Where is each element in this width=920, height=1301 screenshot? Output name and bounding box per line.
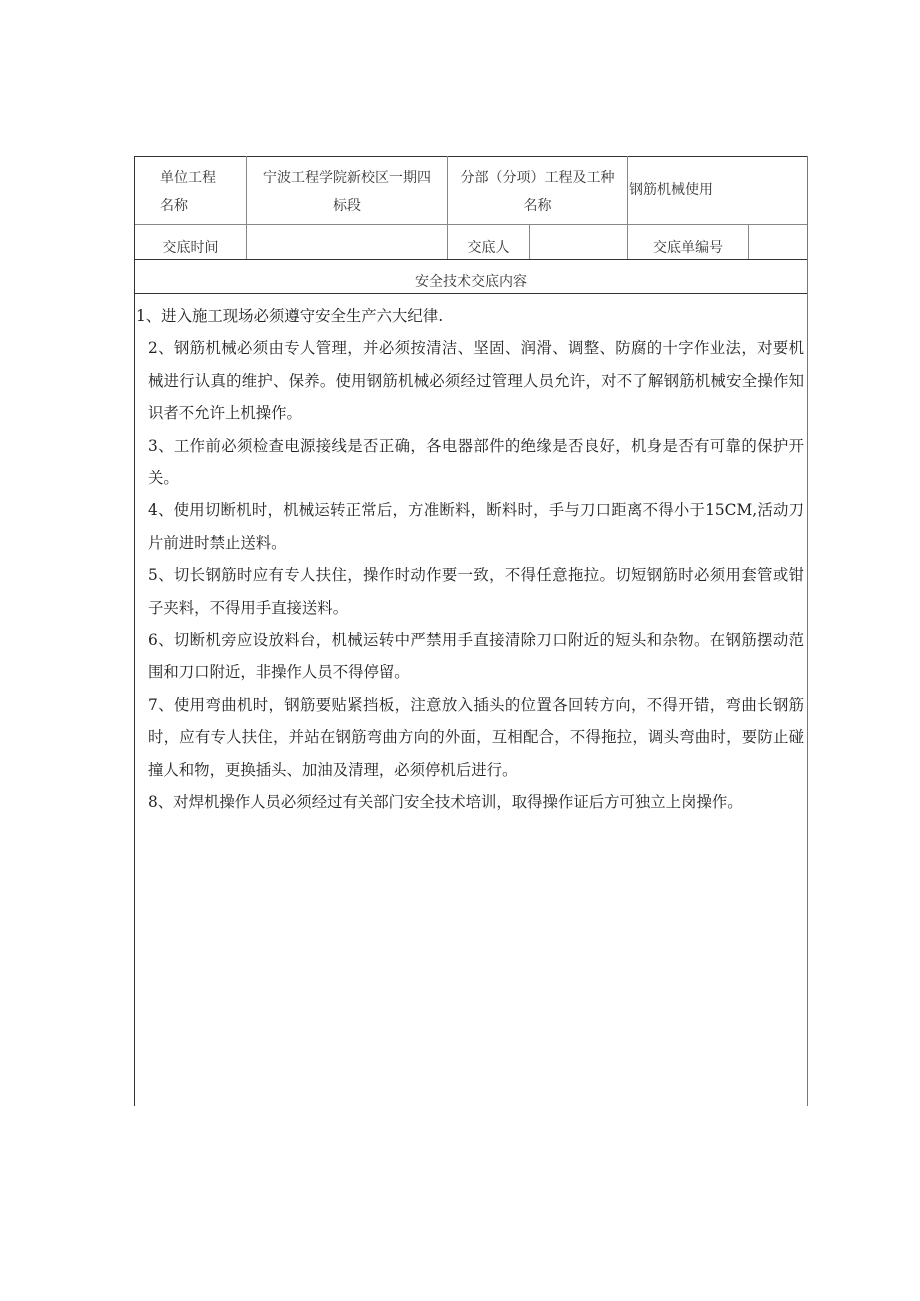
briefing-item-1: 1、进入施工现场必须遵守安全生产六大纪律. [136, 307, 444, 325]
briefing-item-8: 8、对焊机操作人员必须经过有关部门安全技术培训，取得操作证后方可独立上岗操作。 [148, 793, 743, 812]
sub-project-label [448, 164, 627, 220]
unit-project-value-line2: 标段 [333, 198, 361, 214]
unit-project-label [160, 164, 246, 220]
briefing-item-5: 5、切长钢筋时应有专人扶住，操作时动作要一致，不得任意拖拉。切短钢筋时必须用套管或钳子夹料，不得用手直接送料。 [148, 566, 804, 617]
col-divider-row2-a [529, 224, 530, 259]
table-border-right [807, 156, 808, 1106]
unit-project-label-line1: 单位工程 [160, 170, 216, 186]
briefing-time-label: 交底时间 [162, 240, 219, 256]
briefing-item-6: 6、切断机旁应设放料台，机械运转中严禁用手直接清除刀口附近的短头和杂物。在钢筋摆动范围和刀口附近，非操作人员不得停留。 [148, 631, 804, 682]
sub-project-label-line1: 分部（分项）工程及工种 [460, 170, 615, 186]
section-title: 安全技术交底内容 [415, 274, 527, 290]
table-border-left [134, 156, 135, 1106]
unit-project-value-line1: 宁波工程学院新校区一期四 [263, 170, 431, 186]
unit-project-value [247, 164, 447, 220]
row-divider-1 [134, 224, 808, 225]
sub-project-value: 钢筋机械使用 [629, 182, 713, 198]
briefing-item-7: 7、使用弯曲机时，钢筋要贴紧挡板，注意放入插头的位置各回转方向，不得开错，弯曲长钢筋时，应有专人扶住，并站在钢筋弯曲方向的外面，互相配合，不得拖拉，调头弯曲时，要防止碰撞人和物，更换插头、加油及清理，必须停机后进行。 [148, 695, 804, 779]
briefing-item-3: 3、工作前必须检查电源接线是否正确，各电器部件的绝缘是否良好，机身是否有可靠的保护开关。 [148, 436, 804, 488]
briefing-item-4: 4、使用切断机时，机械运转正常后，方准断料，断料时，手与刀口距离不得小于15CM,活动刀片前进时禁止送料。 [148, 501, 804, 552]
briefing-content [136, 300, 804, 819]
briefing-item-2: 2、钢筋机械必须由专人管理，并必须按清洁、坚固、润滑、调整、防腐的十字作业法，对要机械进行认真的维护、保养。使用钢筋机械必须经过管理人员允许，对不了解钢筋机械安全操作知识者不允许上机操作。 [148, 339, 804, 423]
col-divider-row2-b [748, 224, 749, 259]
table-border-top [134, 156, 808, 157]
unit-project-label-line2: 名称 [160, 198, 188, 214]
briefer-label: 交底人 [467, 240, 510, 256]
briefing-number-label: 交底单编号 [653, 240, 723, 256]
sub-project-label-line2: 名称 [523, 198, 552, 214]
